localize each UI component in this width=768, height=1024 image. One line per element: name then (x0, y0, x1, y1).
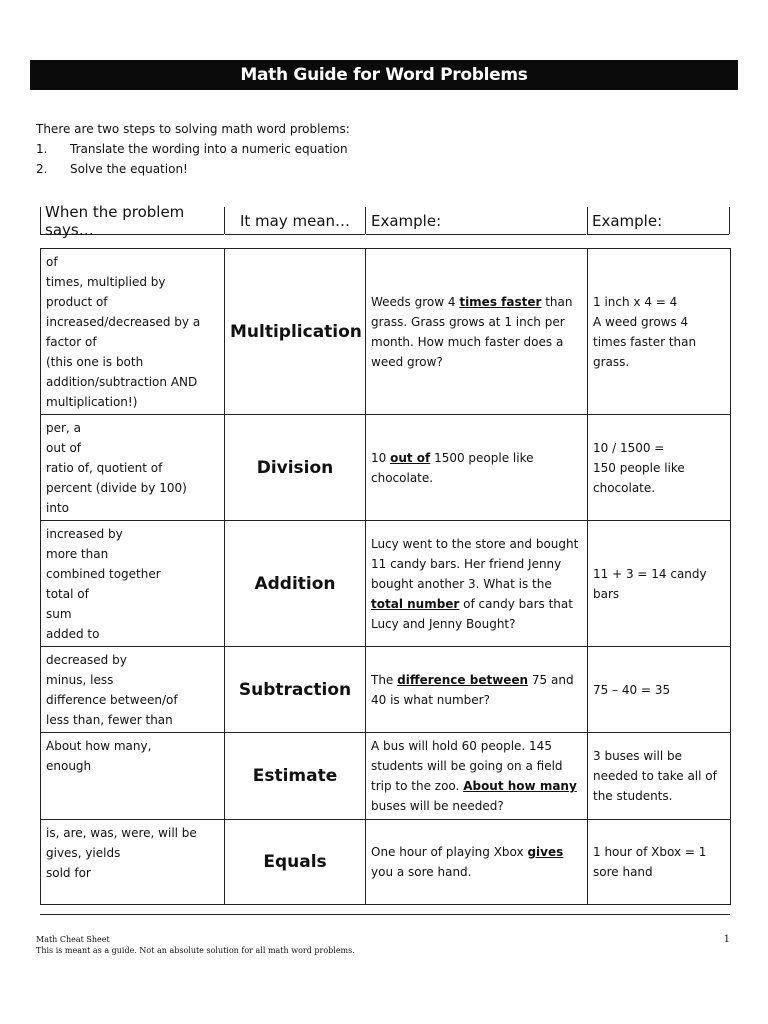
cell-operation: Division (225, 415, 366, 521)
example-line: 3 buses will be needed to take all of the students. (593, 749, 717, 803)
table-row (41, 647, 731, 733)
keyword-phrase: added to (46, 627, 100, 641)
example-line: 11 + 3 = 14 candy bars (593, 566, 707, 601)
example-line: 1 inch x 4 = 4 (593, 294, 678, 309)
step-number: 2. (36, 162, 48, 176)
keyword-phrase: into (46, 501, 69, 515)
header-divider (365, 207, 366, 234)
example-text: you a sore hand. (371, 865, 472, 879)
keyword-phrase: product of (46, 295, 108, 309)
header-label: Example: (592, 211, 663, 230)
table-row (41, 820, 731, 905)
cell-operation: Multiplication (225, 249, 366, 415)
cell-problem-says (41, 733, 225, 820)
keyword-phrase: out of (46, 441, 82, 455)
step-item (36, 159, 716, 179)
cell-example-1 (366, 733, 588, 820)
keyword-phrase: (this one is both addition/subtraction AND multiplication!) (46, 355, 198, 409)
example-keyword: gives (527, 845, 564, 859)
keyword-phrase: About how many, (46, 739, 152, 753)
cell-example-2 (588, 521, 731, 647)
keyword-phrase: per, a (46, 421, 81, 435)
keyword-phrase: sold for (46, 866, 91, 880)
keyword-phrase: increased/decreased by a factor of (46, 315, 201, 349)
cell-example-1 (366, 647, 588, 733)
word-problem-table (40, 248, 731, 905)
keyword-phrase: increased by (46, 527, 123, 541)
keyword-phrase: sum (46, 607, 72, 621)
cell-problem-says (41, 249, 225, 415)
keyword-phrase: is, are, was, were, will be (46, 826, 197, 840)
cell-example-2 (588, 249, 731, 415)
cell-operation: Addition (225, 521, 366, 647)
cell-problem-says (41, 820, 225, 905)
keyword-phrase: combined together (46, 567, 161, 581)
example-keyword: About how many (463, 779, 577, 793)
keyword-phrase: more than (46, 547, 109, 561)
header-when-problem-says (40, 202, 224, 239)
example-text: The (371, 672, 398, 687)
footer-disclaimer: This is meant as a guide. Not an absolute solution for all math word problems. (36, 946, 355, 955)
step-text: Translate the wording into a numeric equation (70, 142, 348, 156)
keyword-phrase: less than, fewer than (46, 713, 173, 727)
cell-operation: Equals (225, 820, 366, 905)
title-bar (30, 60, 738, 90)
cell-example-1 (366, 820, 588, 905)
example-text: of candy bars that Lucy and Jenny Bought? (371, 596, 573, 631)
example-keyword: total number (371, 596, 460, 611)
cell-example-1 (366, 249, 588, 415)
cell-problem-says (41, 415, 225, 521)
step-number: 1. (36, 142, 48, 156)
header-example-1 (366, 207, 586, 235)
header-label: When the problem says… (45, 202, 185, 239)
table-row (41, 733, 731, 820)
cell-example-2 (588, 820, 731, 905)
example-text: 10 (371, 450, 391, 465)
example-line: 10 / 1500 = (593, 440, 665, 455)
header-label: It may mean… (239, 211, 351, 230)
cell-example-2 (588, 415, 731, 521)
header-label: Example: (371, 211, 442, 230)
table-row (41, 521, 731, 647)
cell-example-1 (366, 521, 588, 647)
header-divider (224, 207, 225, 234)
table-row (41, 249, 731, 415)
example-line: A weed grows 4 times faster than grass. (593, 314, 697, 369)
example-keyword: difference between (397, 672, 529, 687)
example-text: Weeds grow 4 (371, 294, 460, 309)
step-item (36, 139, 716, 159)
example-keyword: out of (390, 450, 431, 465)
example-text: 1500 people like chocolate. (371, 450, 534, 485)
keyword-phrase: of (46, 255, 58, 269)
keyword-phrase: percent (divide by 100) (46, 481, 187, 495)
cell-example-1 (366, 415, 588, 521)
example-keyword: times faster (459, 294, 542, 309)
cell-operation: Subtraction (225, 647, 366, 733)
keyword-phrase: difference between/of (46, 693, 178, 707)
cell-operation: Estimate (225, 733, 366, 820)
header-divider (729, 207, 730, 234)
table-row (41, 415, 731, 521)
footer-title: Math Cheat Sheet (36, 935, 110, 944)
example-text: 75 and 40 is what number? (371, 672, 574, 707)
cell-problem-says (41, 647, 225, 733)
example-text: A bus will hold 60 people. 145 students will be going on a field trip to the zoo. (371, 739, 563, 793)
example-line: 75 – 40 = 35 (593, 682, 671, 697)
cell-example-2 (588, 647, 731, 733)
header-it-may-mean (225, 207, 365, 235)
example-text: buses will be needed? (371, 799, 504, 813)
example-line: 150 people like chocolate. (593, 460, 685, 495)
keyword-phrase: enough (46, 759, 92, 773)
keyword-phrase: gives, yields (46, 846, 121, 860)
keyword-phrase: times, multiplied by (46, 275, 166, 289)
keyword-phrase: decreased by (46, 653, 127, 667)
step-text: Solve the equation! (70, 162, 188, 176)
header-divider (587, 207, 588, 234)
page-number: 1 (723, 934, 730, 945)
page-title: Math Guide for Word Problems (240, 65, 528, 85)
footer (36, 934, 730, 956)
keyword-phrase: ratio of, quotient of (46, 461, 163, 475)
footer-divider (40, 914, 730, 915)
header-example-2 (587, 207, 729, 235)
intro-section (36, 119, 716, 179)
cell-example-2 (588, 733, 731, 820)
example-line: 1 hour of Xbox = 1 sore hand (593, 845, 707, 879)
keyword-phrase: minus, less (46, 673, 114, 687)
cell-problem-says (41, 521, 225, 647)
header-divider (40, 207, 41, 234)
example-text: One hour of playing Xbox (371, 845, 528, 859)
example-text: than grass. Grass grows at 1 inch per month. How much faster does a weed grow? (371, 294, 573, 369)
intro-text: There are two steps to solving math word problems: (36, 122, 350, 136)
keyword-phrase: total of (46, 587, 89, 601)
example-text: Lucy went to the store and bought 11 candy bars. Her friend Jenny bought another 3. What is the (371, 536, 579, 591)
